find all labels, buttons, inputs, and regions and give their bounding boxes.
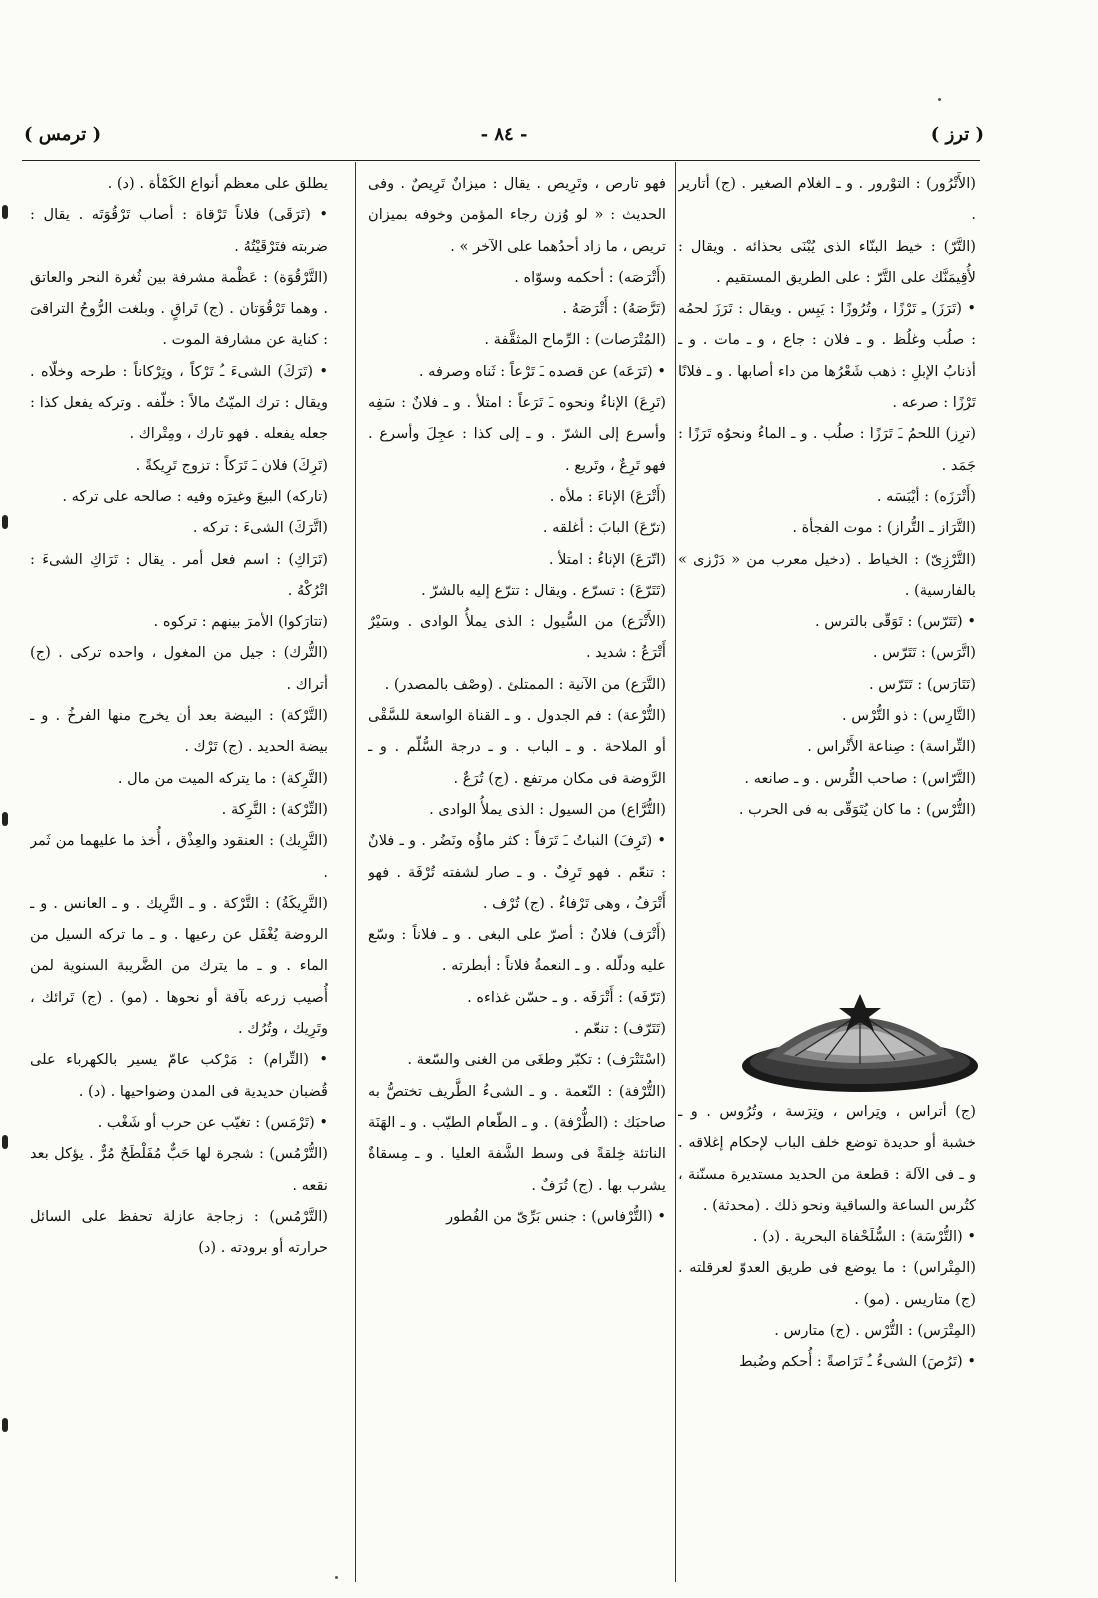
- entry: فهو تارص ، وتَرِيص . يقال : ميزانٌ تَرِيصٌ . وفى الحديث : « لو وُزن رجاء المؤمن وخوفه بميزان تريص ، ما زاد أحدُهما على الآخر » .: [368, 175, 666, 255]
- page-number: - ٨٤ -: [480, 124, 528, 145]
- header-rule: [22, 160, 980, 161]
- entry: (التَّرِيك) : العنقود والعِذْق ، أُخذ ما عليهما من ثَمر .: [30, 832, 328, 881]
- entry: (أَتْرَزَه) : أيْبَسَه .: [876, 487, 976, 505]
- entry: (التُّرْس) : ما كان يُتَوَقّى به فى الحرب .: [738, 800, 976, 818]
- entry: • (التُّرْفاس) : جنس بَرِّىّ من الفُطور: [446, 1207, 666, 1225]
- page-header: [24, 118, 984, 156]
- entry: (التَّرِكة) : ما يتركه الميت من مال .: [117, 769, 328, 787]
- scan-mark: [2, 515, 8, 529]
- entry: (اتَّرَكَ) الشىءَ : تركه .: [192, 519, 328, 537]
- entry: (أَتْرَصَه) : أحكمه وسوّاه .: [514, 268, 666, 286]
- entry: • (تَرُصَ) الشىءُ ـُ تَرَاصةً : أُحكم وضُبط: [739, 1353, 976, 1371]
- shield-illustration: [735, 988, 985, 1100]
- scan-mark: [2, 205, 8, 219]
- entry: (المِتْراس) : ما يوضع فى طريق العدوّ لعرقلته . (ج) متاريس . (مو) .: [678, 1259, 976, 1308]
- entry: • (التِّرام) : مَرْكب عامّ يسير بالكهرباء على قُضبان حديدية فى المدن وضواحيها . (د) .: [30, 1051, 328, 1100]
- entry: (التُّرك) : جيل من المغول ، واحده تركى . (ج) أتراك .: [30, 644, 328, 693]
- scan-mark: [2, 1135, 8, 1149]
- entry: (التَّرْكة) : البيضة بعد أن يخرج منها الفرخُ . و ـ بيضة الحديد . (ج) تَرْك .: [30, 707, 328, 756]
- entry: (ترِز) اللحمُ ـَ تَرَزًا : صلُب . و ـ الماءُ ونحوُه تَرَزًا : جَمَد .: [678, 425, 976, 474]
- entry: (اتّرَعَ) الإناءُ : امتلأ .: [548, 550, 666, 568]
- entry: (تَرَاكِ) : اسم فعل أمر . يقال : تَرَاكِ الشىءَ : اتْرُكْهُ .: [30, 550, 328, 599]
- entry: (أَتْرَعَ) الإناءَ : ملأه .: [549, 487, 666, 505]
- entry: (تَرّفَه) : أَتْرَفَه . و ـ حسّن غذاءه .: [467, 988, 666, 1006]
- entry: (تَرَّصَهُ) : أَتْرَصَهُ .: [562, 300, 666, 318]
- entry: (التَّرْمُس) : زجاجة عازلة تحفظ على السائل حرارته أو برودته . (د): [30, 1207, 328, 1257]
- entry: • (التُّرْسَة) : السُّلَحْفاة البحرية . (د) .: [752, 1228, 976, 1246]
- header-first-entry: ( ترز ): [930, 124, 984, 145]
- entry: (التُّرْفة) : النّعمة . و ـ الشىءُ الطَّريف تختصُّ به صاحبَك : (الطُّرْفة) . و ـ الطّعام الطيّب . و ـ الهَنَة الناتئة خِلقةً فى وسط الشَّفة العليا . و ـ مِسقاةٌ يشرب بها . (ج) تُرَفٌ .: [368, 1082, 666, 1194]
- entry: (تاركه) البيعَ وغيرَه وفيه : صالحه على تركه .: [62, 487, 328, 505]
- entry: • (تَرَقَى) فلاناً تَرْقاة : أصاب تَرْقُوَتَه . يقال : ضربته فتَرْقَيْتُهُ .: [30, 206, 328, 255]
- entry: يطلق على معظم أنواع الكَمْأة . (د) .: [107, 175, 328, 192]
- column-divider: [355, 162, 356, 1582]
- entry: • (تَرَعَه) عن قصده ـَ تَرْعاً : ثَناه وصرفه .: [418, 362, 666, 380]
- entry: (التَّرَاز ـ التُّراز) : موت الفجأة .: [792, 519, 976, 537]
- column-right-continued: [678, 1096, 976, 1576]
- entry: • (تَرَزَ) ـِ تَرْزًا ، وتُرُوزًا : يَبِس . ويقال : تَرَزَ لحمُه : صلُب وغلُظ . و ـ فلان : جاع ، و ـ مات . و ـ أذنابُ الإبلِ : ذهب شَعْرُها من داء أصابها . و ـ فلانًا تَرْزًا : صرعه .: [678, 300, 976, 412]
- entry: • (تَتَرّس) : تَوَقّى بالترس .: [814, 613, 976, 631]
- entry: • (تَرَكَ) الشىءَ ـُ تَرْكاً ، وتِرْكاناً : طرحه وخلّاه . ويقال : ترك الميّتُ مالاً : خلّفه . وتركه يفعل كذا : جعله يفعله . فهو تارك ، ومِتْراك .: [30, 362, 328, 443]
- entry: (التَّرْقُوَة) : عَظْمة مشرفة بين ثُغرة النحر والعاتق . وهما تَرْقُوَتان . (ج) تَراقٍ . وبلغت الرُّوحُ التراقىَ : كناية عن مشارفة الموت .: [30, 268, 328, 349]
- speck: [938, 98, 941, 101]
- entry: (أَتْرَف) فلانٌ : أصرّ على البغى . و ـ فلاناً : وسّع عليه ودلّله . و ـ النعمةُ فلاناً : أبطرته .: [368, 926, 666, 975]
- speck: [335, 1576, 338, 1579]
- entry: (تَتَرّعَ) : تسرّع . ويقال : تترّع إليه بالشرّ .: [421, 581, 666, 599]
- entry: (تَرِعَ) الإناءُ ونحوه ـَ تَرَعاً : امتلأ . و ـ فلانٌ : سَفِه وأسرع إلى الشرّ . و ـ إلى كذا : عجِلَ وأسرع . فهو تَرِعٌ ، وتَريع .: [368, 394, 666, 474]
- column-divider: [675, 162, 676, 1582]
- entry: (ترّعَ) البابَ : أغلقه .: [542, 519, 666, 537]
- entry: (اتَّرَس) : تَتَرّس .: [872, 644, 976, 662]
- column-middle: [368, 168, 666, 1568]
- entry: (الأَتْرَع) من السُّيول : الذى يملأُ الوادى . وسَيْرٌ أَتْرَعُ : شديد .: [368, 613, 666, 662]
- entry: • (تَرْمَس) : تغيّب عن حرب أو شَغْب .: [97, 1113, 328, 1131]
- entry: • (تَرِفَ) النباتُ ـَ تَرَفاً : كثر ماؤُه ونَضُر . و ـ فلانٌ : تنعّم . فهو تَرِفٌ . و ـ صار لشفته تُرْفَة . فهو أَتْرَفُ ، وهى تَرْفاءُ . (ج) تُرْف .: [368, 832, 666, 912]
- entry: (تتارَكوا) الأمرَ بينهم : تركوه .: [153, 613, 328, 631]
- column-right: [678, 168, 976, 988]
- entry: (التِّرْكة) : التَّرِكة .: [221, 800, 328, 818]
- column-left: [30, 168, 328, 1568]
- header-last-entry: ( ترمس ): [24, 124, 102, 145]
- entry: (تَتَارَس) : تَتَرّس .: [869, 675, 976, 693]
- entry: (ج) أتراس ، وتِراس ، وتِرَسة ، وتُرُوس . و ـ خشبة أو حديدة توضع خلف الباب لإحكام إغلاقه . و ـ فى الآلة : قطعة من الحديد مستديرة مسنّنة ، كتُرس الساعة والساقية ونحو ذلك . (محدثة) .: [678, 1103, 976, 1214]
- entry: (التَّرِيكَةُ) : التَّرْكة . و ـ التَّرِيك . و ـ العانس . و ـ الروضة يُغْفَل عن رعيها . و ـ ما تركه السيل من الماء . و ـ ما يترك من الضَّريبة السنوية لمن أُصيب زرعه بآفة أو نحوها . (مو) . (ج) تَرائك ، وتَرِيك ، وتُرُك .: [30, 894, 328, 1038]
- entry: (اسْتَتْرَف) : تكبّر وطغَى من الغنى والسّعة .: [407, 1051, 666, 1069]
- entry: (التُّرْمُس) : شجرة لها حَبٌّ مُفَلْطَحٌ مُرٌّ . يؤكل بعد نقعه .: [30, 1145, 328, 1194]
- entry: (التُّرَّاع) من السيول : الذى يملأُ الوادى .: [429, 800, 666, 818]
- entry: (التَّرّ) : خيط البنّاء الذى يُبْنَى بحذائه . ويقال : لأُقِيمَنَّك على التَّرّ : على الطريق المستقيم .: [678, 237, 976, 286]
- entry: (المُتْرَصات) : الرِّماح المثقَّفة .: [484, 331, 666, 349]
- entry: (التَّرّاس) : صاحب التُّرس . و ـ صانعه .: [744, 769, 976, 787]
- entry: (التَّارِس) : ذو التُّرْس .: [841, 707, 976, 725]
- entry: (التِّراسة) : صِناعة الأَتْراس .: [807, 738, 976, 756]
- entry: (الأَتْرُور) : التوْرور . و ـ الغلام الصغير . (ج) أتارير .: [678, 175, 976, 224]
- entry: (تَرِكَ) فلان ـَ تَرَكاً : تزوج تَرِيكةً .: [135, 456, 328, 474]
- entry: (المِتْرَس) : التُّرْس . (ج) متارس .: [774, 1322, 976, 1340]
- entry: (التُّرْعة) : فم الجدول . و ـ القناة الواسعة للسَّقْى أو الملاحة . و ـ الباب . و ـ درجة السُّلّم . و ـ الرَّوضة فى مكان مرتفع . (ج) تُرَعٌ .: [368, 707, 666, 787]
- entry: (التَّرْزِىّ) : الخياط . (دخيل معرب من « دَرْزى » بالفارسية) .: [678, 550, 976, 599]
- entry: (تَتَرّف) : تنعّم .: [574, 1020, 666, 1038]
- scan-mark: [2, 1418, 8, 1432]
- entry: (التَّرَع) من الآنية : الممتلئ . (وصْف بالمصدر) .: [384, 675, 666, 693]
- scan-mark: [2, 812, 8, 826]
